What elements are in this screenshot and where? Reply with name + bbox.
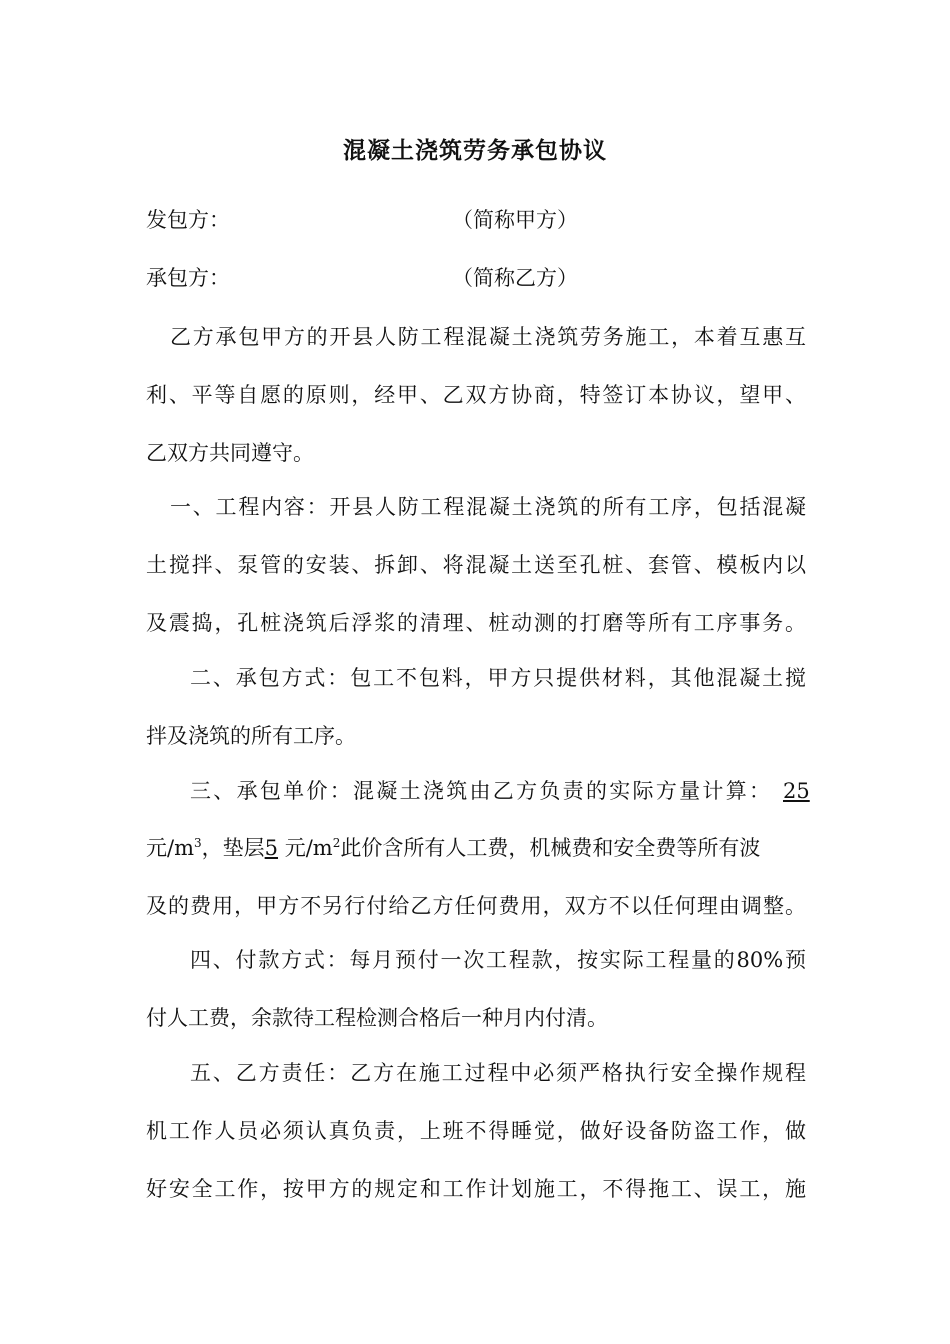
section-3-line-2 [146,831,760,865]
section-3-line-3: 及的费用，甲方不另行付给乙方任何费用，双方不以任何理由调整。 [146,894,806,918]
section-4-line-1: 四、付款方式：每月预付一次工程款，按实际工程量的80%预 [190,948,806,972]
party-b-label: 承包方： [146,266,230,290]
intro-line-1: 乙方承包甲方的开县人防工程混凝土浇筑劳务施工，本着互惠互 [170,325,806,349]
intro-line-3: 乙双方共同遵守。 [146,441,314,465]
party-a-note: （简称甲方） [452,208,578,232]
section-5-line-2: 机工作人员必须认真负责，上班不得睡觉，做好设备防盗工作，做 [146,1119,806,1143]
section-2-line-1: 二、承包方式：包工不包料，甲方只提供材料，其他混凝土搅 [190,666,806,690]
unit-cubic: 元$/m^3$ [146,836,202,860]
price-cushion: 5 [264,836,279,860]
document-title: 混凝土浇筑劳务承包协议 [343,137,607,164]
party-a-label: 发包方： [146,208,230,232]
party-b-note: （简称乙方） [452,266,578,290]
section-5-line-1: 五、乙方责任：乙方在施工过程中必须严格执行安全操作规程 [190,1061,806,1085]
section-3-line-2-text: 此价含所有人工费，机械费和安全费等所有波 [340,836,761,860]
section-1-line-2: 土搅拌、泵管的安装、拆卸、将混凝土送至孔桩、套管、模板内以 [146,553,806,577]
cushion-label: ，垫层 [201,836,265,860]
price-per-cubic-meter: 25 [783,779,810,803]
intro-line-2: 利、平等自愿的原则，经甲、乙双方协商，特签订本协议，望甲、 [146,383,806,407]
section-5-line-3: 好安全工作，按甲方的规定和工作计划施工，不得拖工、误工，施 [146,1177,806,1201]
section-1-line-1: 一、工程内容：开县人防工程混凝土浇筑的所有工序，包括混凝 [170,495,806,519]
section-2-line-2: 拌及浇筑的所有工序。 [146,724,356,748]
section-1-line-3: 及震捣，孔桩浇筑后浮浆的清理、桩动测的打磨等所有工序事务。 [146,611,806,635]
unit-square: 元$/m^2$ [284,836,341,860]
section-4-line-2: 付人工费，余款待工程检测合格后一种月内付清。 [146,1006,608,1030]
section-3-line-1: 三、承包单价：混凝土浇筑由乙方负责的实际方量计算： [190,779,770,803]
